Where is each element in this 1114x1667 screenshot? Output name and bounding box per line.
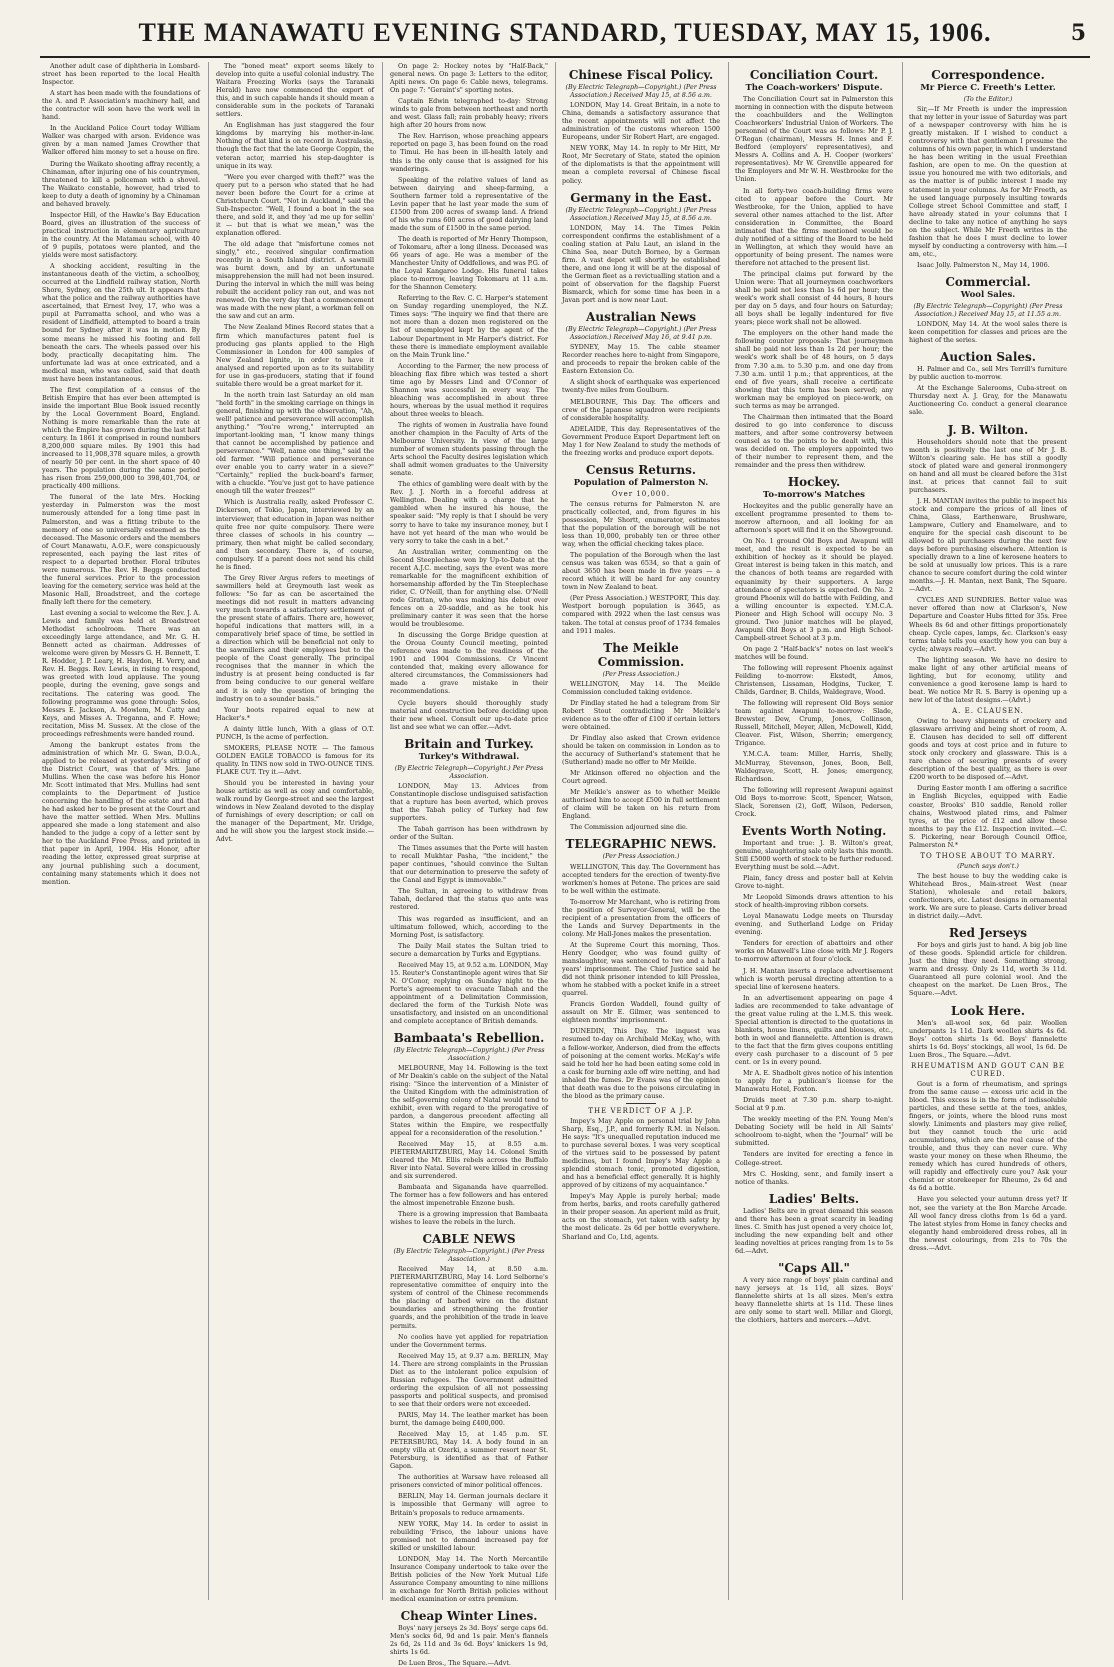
headline-hockey: Hockey. [787,475,841,490]
news-paragraph: The funeral of the late Mrs. Hocking yesterday in Palmerston was the most numerously attended for a long time past in Palmerston, and was a fitting tribute to the memory of one so universally esteemed as the deceased. The Masonic orders and the members of Court Manawatu, A.O.F., were conspicuously represented, each paying the last rites of respect to a departed brother. Floral tributes were numerous. The Rev. H. Beggs conducted the funeral services. Prior to the procession leaving for the cemetery, service was held at the Masonic Hall, Broadstreet, and the cortege finally left there for the cemetery. [42,493,200,606]
dateline-note: (By Electric Telegraph—Copyright.) (Per Press Association.) [393,1247,545,1264]
news-paragraph: H. Palmer and Co., sell Mrs Terrill's furniture by public auction to-morrow. [909,365,1067,382]
dateline-note: (By Electric Telegraph—Copyright.) Per Press Association. [394,763,544,780]
headline-auction-sales: Auction Sales. [940,350,1036,365]
dateline-note: (By Electric Telegraph—Copyright.) (Per Press Association.) Received May 15, at 8.56 a.m. [565,83,717,100]
news-paragraph: The Daily Mail states the Sultan tried to secure a demarcation by Turks and Egyptians. [390,941,548,958]
news-paragraph: Mr Meikle's answer as to whether Meikle authorised him to accept £500 in full settlement of claim will be taken on his return from England. [562,788,720,821]
headline-cable-news: CABLE NEWS [422,1232,516,1247]
news-paragraph: Hockeyites and the public generally have an excellent programme presented to them to-morrow afternoon, and all looking for an afternoon's sport will find it on the Showground. [735,502,893,535]
news-paragraph: Received May 14, at 8.50 a.m. PIETERMARITZBURG, May 14. Lord Selborne's representative committee of enquiry into the system of control of the Chinese recommends the placing of barbed wire on the distant boundaries and strengthening the frontier guards, and the prohibition of the trade in leave permits. [390,1265,548,1330]
advert-paragraph: Men's all-wool sox, 6d pair. Woollen underpants 1s 11d. Dark woollen shirts 4s 6d. Boys' cotton shirts 1s 6d. Boys' flannelette shirts 1s 6d. Boys' stockings, all wool, 1s 6d. De Luen Bros., The Square.—Advt. [909,1018,1067,1059]
news-paragraph: The Grey River Argus refers to meetings of sawmillers held at Greymouth last week as follows: "So far as can be ascertained the meetings did not result in matters advancing very much towards a satisfactory settlement of the present state of affairs. There are, however, hopeful indications that matters will, in a comparatively brief space of time, be settled in a direction which will be beneficial not only to the sawmillers and their employees but to the people of the Coast generally. The principal recognises that the manner in which the industry is at present being conducted is far from being conducive to our general welfare and it is only the question of bringing the industry on to a sounder basis." [216,573,374,703]
news-paragraph: Among the bankrupt estates from the administration of which Mr. G. Swan, D.O.A., applied to be released at yesterday's sitting of the District Court, was that of Mrs. Jane Mullins. When the case was before his Honor Mr. Scott intimated that Mrs. Mullins had sent complaints to the Department of Justice concerning the handling of the estate and that he had asked her to be present at the Court and have the matter settled. When Mrs. Mullins appeared she made a long statement and also handed to the judge a copy of a letter sent by her to the Auckland Free Press, and printed in that paper in April, 1904. His Honor, after reading the letter, expressed great surprise at any journal publishing such a document, containing many statements which it does not mention. [42,740,200,886]
advert-paragraph: De Luen Bros., The Square.—Advt. [398,1659,511,1667]
letter-paragraph: Sir,—If Mr Freeth is under the impression that my letter in your issue of Saturday was part of a newspaper controversy with him he is greatly mistaken. If I wished to conduct a controversy with that gentleman I presume the columns of his own paper, in which I understand he has been writing in the usual Freethian fashion, are open to me. On the question at issue you honoured me with two editorials, and as the matter is of public interest I made my statement in your columns. As for Mr Freeth, as he used language purposely insulting towards College street School Committee and staff, I have already stated in your columns that I decline to take any notice of anything he says on the subject. While Mr Freeth writes in the fashion that he does I must decline to lower myself by conducting a controversy with him.—I am, etc., [909,105,1067,258]
column-1 [42,62,200,1600]
column-rule [555,62,556,1600]
news-paragraph: On No. 1 ground Old Boys and Awapuni will meet, and the result is expected to be an exhibition of hockey as it should be played. Great interest is being taken in this match, and the chances of both teams are regarded with equanimity by their supporters. A large attendance of spectators is expected. On No. 2 ground Phoenix will do battle with Feilding, and a willing encounter is expected. Y.M.C.A. Pioneer and High School will occupy No. 3 ground. Two junior matches will be played, Awapuni Old Boys at 3 p.m. and High School-Campbell-street School at 3 p.m. [735,537,893,642]
news-paragraph: In an advertisement appearing on page 4 ladies are recommended to take advantage of the great value ruling at the L.M.S. this week. Special attention is directed to the quotations in blankets, house linens, quilts and blouses, etc., both in wool and flannelette. Attention is drawn to the fact that the firm gives coupons entitling every cash purchaser to a discount of 5 per cent. or 1s in every pound. [735,993,893,1067]
news-paragraph: The Conciliation Court sat in Palmerston this morning in connection with the dispute between the coachbuilders and the Wellington Coachworkers' Industrial Union of Workers. The personnel of the Court was as follows: Mr P. J. O'Regan (chairman), Messrs H. Innes and F. Bedford (employers' representatives), and Messrs A. Collins and A. H. Cooper (workers' representatives). Mr W. Grenville appeared for the Employers and Mr W. H. Westbrooke for the Union. [735,95,893,184]
news-paragraph: LONDON, May 14. Great Britain, in a note to China, demands a satisfactory assurance that the recent appointments will not affect the administration of the customs whereon 1500 Europeans, under Sir Robert Hart, are engaged. [562,101,720,142]
news-paragraph: A start has been made with the foundations of the A. and P. Association's machinery hall, and the contractor will soon have the work well in hand. [42,89,200,122]
advert-paragraph: A very nice range of boys' plain cardinal and navy jerseys at 1s 11d, all sizes. Boys' flannelette shirts at 1s all sizes. Men's extra heavy flannelette shirts at 1s 11d. These lines are only some to start well. Millar and Giorgi, the clothiers, hatters and mercers.—Advt. [735,1275,893,1325]
news-paragraph: MELBOURNE, May 14. Following is the text of Mr Deakin's cable on the subject of the Natal rising: "Since the intervention of a Minister of the United Kingdom with the administration of the self-governing colony of Natal would tend to exhibit, even with regard to the prerogative of pardon, a dangerous precedent affecting all States within the Empire, we respectfully appeal for a reconsideration of the resolution." [390,1064,548,1137]
headline-jb-wilton: J. B. Wilton. [947,422,1029,437]
headline-meikle-commission: The Meikle Commission. [597,640,685,669]
news-paragraph: Y.M.C.A. team: Miller, Harris, Shelly, McMurray, Stevenson, Jones, Boon, Bell, Waldegrave, Scott, H. Jones; emergency, Richardson. [735,750,893,783]
news-paragraph: Bambaata and Sigananda have quarrelled. The former has a few followers and has entered the almost impenetrable Enzone bush. [390,1182,548,1207]
dateline-note: (By Electric Telegraph—Copyright.) (Per Press Association.) Received May 15, at 8.56 a.m. [565,205,717,222]
news-paragraph: SYDNEY, May 15. The cable steamer Recorder reaches here to-night from Singapore, and proceeds to repair the broken cable of the Eastern Extension Co. [562,343,720,376]
news-paragraph: Loyal Manawatu Lodge meets on Thursday evening, and Sutherland Lodge on Friday evening. [735,912,893,937]
advert-paragraph: Boys' navy jerseys 2s 3d. Boys' serge caps 6d. Men's socks 6d, 9d and 1s pair. Men's flannels 2s 6d, 2s 11d and 3s 6d. Boys' knickers 1s 9d, shirts 1s 6d. [390,1624,548,1657]
letter-signature: Isaac Jolly. Palmerston N., May 14, 1906. [917,260,1050,269]
column-3 [390,62,549,1667]
news-paragraph: Received May 15, at 9.52 a.m. LONDON, May 15. Reuter's Constantinople agent wires that Sir N. O'Conor, replying on Sunday night to the Porte's agreement to evacuate Tabah and the appointment of a Delimitation Commission, declared the form of the Turkish Note was unsatisfactory, and insisted on an unconditional and complete acceptance of British demands. [390,960,548,1026]
column-4 [562,62,720,1600]
news-paragraph: The authorities at Warsaw have released all prisoners convicted of minor political offences. [390,1473,548,1490]
news-paragraph: On page 2 "Half-back's" notes on last week's matches will be found. [735,644,893,661]
column-2 [216,62,374,1600]
news-paragraph: The weekly meeting of the P.N. Young Men's Debating Society will be held in All Saints' schoolroom to-night, when the "Journal" will be submitted. [735,1115,893,1148]
news-paragraph: Another adult case of diphtheria in Lombard-street has been reported to the local Health Inspector. [42,62,200,87]
news-paragraph: In discussing the Gorge Bridge question at the Oroua County Council meeting, pointed reference was made to the readiness of the 1901 and 1904 Commissions. Cr Vincent contended that, making every allowance for altered circumstances, the Commissioners had made a grave mistake in their recommendations. [390,631,548,696]
subheadline: Population of Palmerston N. [573,477,709,488]
news-paragraph: In the Auckland Police Court today William Walker was charged with arson. Evidence was given by a man named James Crowther that Walker offered him money to set a house on fire. [42,124,200,157]
headline-bambaata: Bambaata's Rebellion. [393,1031,545,1046]
column-5 [735,62,893,1600]
news-paragraph: A shocking accident, resulting in the instantaneous death of the victim, a schoolboy, occurred at the Lindfield railway station, North Shore, Sydney, on the 25th ult. It appears that what the police and the railway authorities have ascertained, that Ernest Ivey, 17, who was a pupil at Parramatta school, and who was a resident of Lindfield, attempted to board a train bound for Sydney after it was in motion. By some means he missed his footing and fell beneath the cars. The wheels passed over his body, practically decapitating him. The unfortunate lad was at once extricated, and a medical man, who was called, said that death must have been instantaneous. [42,262,200,383]
news-paragraph: The ethics of gambling were dealt with by the Rev. J. J. North in a forceful address at Wellington. Dealing with a charge that he gambled when he insured his house, the speaker said: "My reply is that I should be very sorry to have to take my insurance money, but I have not yet heard of the man who would be very sorry to take the cash in a bet." [390,480,548,545]
advert-paragraph: Impey's May Apple on personal trial by John Sharp, Esq., J.P., and formerly R.M. in Nelson. He says: "It's unequalled reputation induced me to purchase several boxes. I was very sceptical of the virtues said to be possessed by patent medicines, but I found Impey's May Apple a splendid stomach tonic, promoted digestion, and has a beneficial effect generally. It is highly approved of by citizens of my acquaintance." [562,1116,720,1190]
column-rule [208,62,209,1600]
caption: Over 10,000. [611,489,671,498]
headline-australian-news: Australian News [586,310,696,325]
headline-commercial: Commercial. [945,274,1031,289]
headline-rheumatism: RHEUMATISM AND GOUT CAN BE CURED. [910,1061,1065,1078]
news-paragraph: "Were you ever charged with theft?" was the query put to a person who stated that he had never been before the Court for a crime at Christchurch Court. "Not in Auckland," said the Sub-Inspector. "Well, I found a boat in the sea there, and sold it, and they 'ad me up for sellin' it — but that is what we mean," was the explanation offered. [216,172,374,237]
news-paragraph: The following will represent Old Boys senior team against Awapuni to-morrow: Slade, Brewster, Dew, Crump, Jones, Collinson, Russell, Mitchell, Meyer, Allen, McDowell, Kidd, Cleaver. Fist, Wilson, Sherrin; emergency, Trigance. [735,699,893,748]
advert-paragraph: During Easter month I am offering a sacrifice in English Bicycles, equipped with Eadie coaster, Brooks' B10 saddle, Renold roller chains, Westwood plated rims, and Palmer tyres, at the price of £12 and allow these months to pay the £12. Inspection invited.—C. S. Pickering, near Borough Council Office, Palmerston N.* [909,784,1067,849]
masthead-title: THE MANAWATU EVENING STANDARD, TUESDAY, MAY 15, 1906. [138,18,992,47]
news-paragraph: ADELAIDE, This day. Representatives of the Government Produce Export Department left on May 1 for New Zealand to study the methods of the freezing works and produce export depots. [562,424,720,457]
headline-telegraphic-news: TELEGRAPHIC NEWS. [565,837,717,852]
divider [626,1103,656,1104]
news-paragraph: The rights of women in Australia have found another champion in the Faculty of Arts of the Melbourne University. In view of the large number of women students passing through the Arts school the Faculty desires legislation which shall admit women graduates to the University senate. [390,420,548,478]
headline-verdict: THE VERDICT OF A J.P. [588,1106,694,1115]
advert-paragraph: Your boots repaired equal to new at Hacker's.* [216,705,374,722]
news-paragraph: PARIS, May 14. The leather market has been burnt, the damage being £400,000. [390,1410,548,1428]
advert-paragraph: Householders should note that the present month is positively the last one of Mr J. B. Wilton's clearing sale. He has still a goodly stock of plated ware and general ironmongery on hand and all must be cleared before the 31st inst. at prices that cannot fail to suit purchasers. [909,437,1067,494]
news-paragraph: The employers on the other hand made the following counter proposals: That journeymen shall be paid not less than 1s 2d per hour; the week's work shall be of 48 hours, on 5 days from 7.30 a.m. to 5.30 p.m. and one day from 7.30 a.m. until 1 p.m.; that apprentices, at the end of five years, shall receive a certificate showing that this term has been served; any workman may be employed on piece-work, on such terms as may be arranged. [735,329,893,410]
advert-paragraph: Should you be interested in having your house artistic as well as cosy and comfortable, walk round by George-street and see the largest windows in New Zealand devoted to the display of furnishings of every description; or call on the manager of the Department, Mr. Uridge, and he will show you the largest stock inside.—Advt. [216,778,374,844]
advert-paragraph: Ladies' Belts are in great demand this season and there has been a great scarcity in leading lines. C. Smith has just opened a very choice lot, including the new expanding belt and other leading novelties at prices ranging from 1s to 5s 6d.—Advt. [735,1206,893,1255]
news-paragraph: In the north train last Saturday an old man "held forth" in the smoking carriage on things in general, finishing up with the observation, "Ah, well! patience and perseverance will accomplish anything." "You're wrong," interrupted an important-looking man, "I know many things that cannot be accomplished by patience and perseverance." "Well, name one thing," said the old farmer. "Will patience and perseverance ever enable you to carry water in a sieve?" "Certainly," replied the buck-board's farmer, with a chuckle. "You've just got to have patience enough till the water freezes!" [216,390,374,496]
news-paragraph: To-morrow Mr Marchant, who is retiring from the position of Surveyor-General, will be the recipient of a presentation from the officers of the Lands and Survey Departments in the colony. Mr Hall-Jones makes the presentation. [562,897,720,938]
subheadline: Wool Sales. [960,289,1016,300]
news-paragraph: Druids meet at 7.30 p.m. sharp to-night. Social at 9 p.m. [735,1096,893,1113]
news-paragraph: At the Supreme Court this morning, Thos. Henry Goodger, who was found guilty of manslaughter, was sentenced to two and a half years' imprisonment. The Chief Justice said he did not think prisoner intended to kill Presslea, whom he stabbed with a pocket knife in a street quarrel. [562,940,720,998]
news-paragraph: Important and true: J. B. Wilton's great, genuine, slaughtering sale only lasts this month. Still £5000 worth of stock to be further reduced. Everything must be sold.—Advt. [735,838,893,871]
advert-paragraph: The lighting season. We have no desire to make light of any other artificial means of lighting, but for economy, utility and convenience a good kerosene lamp is hard to beat. We notice Mr R. S. Barry is opening up a new lot of the latest designs.—(Advt.) [909,655,1067,704]
news-paragraph: J. H. Mantan inserts a replace advertisement which is worth perusal directing attention to a special line of kerosene heaters. [735,966,893,991]
news-paragraph: The principal claims put forward by the Union were: That all journeymen coachworkers shall be paid not less than 1s 6d per hour; the week's work shall consist of 44 hours, 8 hours per day on 5 days, and four hours on Saturday; all boys shall be legally indentured for five years; piece work shall not be allowed. [735,269,893,327]
column-rule [728,62,729,1600]
advert-paragraph: For boys and girls just to hand. A big job line of these goods. Splendid article for children. Just the thing they need. Something strong, warm and dressy. Only 2s 11d, worth 3s 11d. Guaranteed all pure colonial wool. And the cheapest on the market. De Luen Bros., The Square.—Advt. [909,941,1067,998]
news-paragraph: MELBOURNE, This Day. The officers and crew of the Japanese squadron were recipients of considerable hospitality. [562,397,720,422]
news-paragraph: Received May 15, at 1.45 p.m. ST. PETERSBURG, May 14. A body found in an empty villa at Ozerki, a summer resort near St. Petersburg, is identified as that of Father Gapon. [390,1430,548,1471]
advert-paragraph: Gout is a form of rheumatism, and springs from the same cause — excess uric acid in the blood. This excess is in the form of indissoluble particles, and these settle at the toes, ankles, fingers, or joints, where the blood runs most slowly. Liniments and plasters may give relief, but they cannot touch the uric acid accumulations, which are the real cause of the trouble, and thus they can never cure. Why waste your money on these when Rheumo, the remedy which has cured hundreds of others, will rapidly and effectively cure you? Ask your chemist or storekeeper for Rheumo, 2s 6d and 4s 6d a bottle. [909,1079,1067,1193]
advert-paragraph: J. H. MANTAN invites the public to inspect his stock and compare the prices of all lines of China, Glass, Earthenware, Brushware, Lampware, Cutlery and Enamelware, and to enquire for the special cash discount to be allowed to all purchasers during the next few days before purchasing elsewhere. Attention is specially drawn to a line of kerosene heaters to be sold at unusually low prices. This is a rare chance to secure comfort during the cold winter months.—J. H. Mantan, next Bank, The Square.—Advt. [909,496,1068,594]
news-paragraph: Plain, fancy dress and poster ball at Kelvin Grove to-night. [735,874,893,891]
news-paragraph: The following will represent Awapuni against Old Boys to-morrow: Scott, Spencer, Watson, Slack, Sorensen (2), Goff, Wilson, Pedersen, Crock. [735,785,893,818]
news-paragraph: BERLIN, May 14. German journals declare it is impossible that Germany will agree to Britain's proposals to reduce armaments. [390,1492,548,1517]
advert-paragraph: Have you selected your autumn dress yet? If not, see the variety at the Bon Marche Arcade. All wool fancy dress cloths from 1s 6d a yard. The latest styles from Home in fancy checks and elegantly hand embroidered dress robes, all in the newest colourings, from 21s to 70s the dress.—Advt. [909,1195,1067,1252]
news-paragraph: Last evening a social to welcome the Rev. J. A. Lewis and family was held at Broadstreet Methodist schoolroom. There was an exceedingly large attendance, and Mr. G. H. Bennett acted as chairman. Addresses of welcome were given by Messrs G. H. Bennett, T. R. Hodder, J. P. Leary, H. Haydon, H. Verry, and Rev. H. Beggs. Rev. Lewis, in rising to respond, was greeted with loud applause. The young people, during the evening, gave songs and recitations. The catering was good. The following programme was gone through: Solos, Messrs E. Jackson, A. Mowlem, M. Catty and Keys, and Misses A. Treganna, and F. Howe; recitation, Miss M. Sussex. At the close of the proceedings refreshments were handed round. [42,609,200,738]
headline-clausen: A. E. CLAUSEN. [952,707,1024,715]
news-paragraph: During the Waikato shooting affray recently, a Chinaman, after injuring one of his countrymen, threatened to kill a policeman with a shovel. The Waikato constable, however, had tried to keep to duty a death of ignominy by a Chinaman and behaved bravely. [42,159,200,208]
news-paragraph: Mr Leopold Simonds draws attention to his stock of health-improving ribbon corsets. [735,893,893,910]
subheadline: The Coach-workers' Dispute. [745,83,883,93]
column-rule [382,62,383,1600]
news-paragraph: The following will represent Phoenix against Feilding to-morrow: Ekstedt, Amos, Christensen, Lissaman, Hodgins, Tucker, T. Childs, Gardner, B. Childs, Waldegrave, Wood. [735,664,893,697]
news-paragraph: LONDON, May 14. At the wool sales there is keen competition for classes and prices are the highest of the series. [909,320,1067,345]
news-paragraph: The Chairman then intimated that the Board desired to go into conference to discuss matters, and after some controversy between counsel as to the points to be dealt with, this was decided on. The employers appointed two of their number to represent them, and the remainder and the press then withdrew. [735,412,893,470]
news-paragraph: The population of the Borough when the last census was taken was 6534, so that a gain of about 3650 has been made in five years — a record which it will be hard for any country town in New Zealand to beat. [562,551,720,592]
news-paragraph: The Tabah garrison has been withdrawn by order of the Sultan. [390,825,548,842]
column-rule [902,62,903,1600]
page-number: 5 [1070,20,1086,46]
news-paragraph: A slight shock of earthquake was experienced twenty-five miles from Goulburn. [562,378,720,395]
news-paragraph: According to the Farmer, the new process of bleaching flax fibre which was tested a short time ago by Messrs Lind and O'Connor of Shannon was successful in every way. The bleaching was accomplished in about three hours, whereas by the usual method it requires about three weeks to bleach. [390,361,548,418]
headline-caps-all: "Caps All." [778,1260,850,1275]
news-paragraph: LONDON, May 13. Advices from Constantinople disclose undisguised satisfaction that a rupture has been averted, which proves that the Tabah policy of Turkey had few supporters. [390,781,548,822]
news-paragraph: Received May 15, at 8.55 a.m. PIETERMARITZBURG, May 14. Colonel Smith cleared the Mt. Ellis rebels across the Buffalo River into Natal. Several were killed in crossing and six surrendered. [390,1139,548,1180]
advert-paragraph: The best house to buy the wedding cake is Whitehead Bros., Main-street West (near Station), wholesale and retail bakers, confectioners, etc. Latest designs in ornamental work. We are sure to please. Carts deliver bread in district daily.—Advt. [909,871,1067,921]
advert-paragraph: A dainty little lunch, With a glass of O.T. PUNCH, Is the acme of perfection. [216,724,374,741]
headline-germany-east: Germany in the East. [570,190,712,205]
news-paragraph: The Times assumes that the Porte will hasten to recall Mukhtar Pasha, "the incident," the paper continues, "should convince the Sultan that our determination to preserve the safety of the Canal and Egypt is immovable." [390,844,548,885]
headline-events-worth-noting: Events Worth Noting. [741,823,887,838]
news-paragraph: Dr Findlay also asked that Crown evidence should be taken on commission in London as to the accuracy of Sutherland's statement that he (Sutherland) made no offer to Mr Meikle. [562,733,720,767]
news-paragraph: The death is reported of Mr Henry Thompson, of Tokomaru, after a long illness. Deceased was 66 years of age. He was a member of the Manchester Unity of Oddfellows, and was P.G. of the Loyal Kangaroo Lodge. His funeral takes place to-morrow, leaving Tokomaru at 11 a.m. for the Shannon Cemetery. [390,234,548,292]
news-paragraph: This was regarded as insufficient, and an ultimatum followed, which, according to the Morning Post, is satisfactory. [390,914,548,939]
dateline-note: (Per Press Association.) [602,852,680,861]
news-paragraph: The Commission adjourned sine die. [570,823,688,832]
news-paragraph: Inspector Hill, of the Hawke's Bay Education Board, gives an illustration of the success of practical instruction in elementary agriculture in the country. At the Matamau school, with 40 of 9 pupils, potatoes were planted, and the yields were most satisfactory. [42,210,200,260]
news-paragraph: WELLINGTON, May 14. The Meikle Commission concluded taking evidence. [562,679,720,696]
news-paragraph: No coolies have yet applied for repatriation under the Government terms. [390,1332,548,1349]
news-paragraph: DUNEDIN, This Day. The inquest was resumed to-day on Archibald McKay, who, with a fellow-worker, Anderson, died from the effects of poisoning at the cement works. McKay's wife said he told her he had been eating some cold in a cask for burning axle off wire netting, and had inhaled the fumes. Dr Evans was of the opinion that death was due to the poisons circulating in the blood as the primary cause. [562,1027,720,1100]
headline-about-to-marry: TO THOSE ABOUT TO MARRY. [920,851,1056,860]
news-paragraph: Mr Atkinson offered no objection and the Court agreed. [562,769,720,786]
news-paragraph: Dr Findlay stated he had a telegram from Sir Robert Stout contradicting Mr Meikle's evidence as to the offer of £100 if certain letters were obtained. [562,698,720,731]
news-paragraph: The old adage that "misfortune comes not singly," etc., received singular confirmation recently in a South Island district. A sawmill was burnt down, and by an unfortunate misapprehension the mill had not been insured. During the interval in which the mill was being rebuilt the accident policy ran out, and was not renewed. On the very day that a commencement was made with the new plant, a workman fell on the saw and cut an arm. [216,239,374,321]
dateline-note: (By Electric Telegraph—Copyright.) (Per Press Association.) Received May 16, at 9.41 p.m. [565,325,717,342]
news-paragraph: The first compilation of a census of the British Empire that has ever been attempted is inside the important Blue Book issued recently by the Local Government Board, England. Nothing is more remarkable than the rate at which the Empire has grown during the last half century. In 1861 it comprised in round numbers 8,200,000 square miles. By 1901 this had increased to 11,908,378 square miles, a growth of nearly 50 per cent. in the short space of 40 years. The population during the same period has risen from 259,000,000 to 398,401,704, or practically 400 millions. [42,385,200,491]
dateline-note: (To the Editor.) [963,95,1013,103]
subheadline: Mr Pierce C. Freeth's Letter. [920,83,1056,93]
news-paragraph: Mr A. E. Shadbolt gives notice of his intention to apply for a publican's license for the Manawatu Hotel, Foxton. [735,1069,893,1094]
news-paragraph: In all forty-two coach-building firms were cited to appear before the Court. Mr Westbrooke, for the Union, applied to have several other names attached to the list. After consideration in Committee, the Board intimated that the firms mentioned would be duly notified of a sitting of the Board to be held in Wellington, at which they would have an opportunity of being present. The names were therefore not attached to the present list. [735,186,893,267]
news-paragraph: WELLINGTON, This day. The Government has accepted tenders for the erection of twenty-five workmen's homes at Petone. The prices are said to be well within the estimate. [562,862,720,895]
news-paragraph: An Australian writer, commenting on the Second Steeplechase won by Up-to-Date at the recent A.J.C. meeting, says the event was more remarkable for the magnificent exhibition of horsemanship afforded by the Tin Steeplechase rider, C. O'Neill, than for anything else. O'Neill rode Grattan, who was making his debut over fences on a 20-saddle, and as he took his preliminary canter it was seen that the horse would be troublesome. [390,547,548,629]
news-paragraph: (Per Press Association.) WESTPORT, This day. Westport borough population is 3645, as compared with 2922 when the last census was taken. The total at census proof of 1734 females and 1911 males. [562,594,720,635]
column-6 [909,62,1067,1600]
news-paragraph: Mrs C. Hosking, senr., and family insert a notice of thanks. [735,1169,893,1186]
news-paragraph: Referring to the Rev. C. C. Harper's statement on Sunday regarding unemployed, the N.Z. Times says: "The inquiry we find that there are not more than a dozen men registered on the list of unemployed kept by the agent of the Labour Department in Mr Harper's district. For these there is immediate employment available on the Main Trunk line." [390,294,549,359]
news-paragraph: On page 2: Hockey notes by "Half-Back," general news. On page 3: Letters to the editor, Apiti news. On page 6: Cable news, telegrams. On page 7: "Geraint's" sporting notes. [390,62,548,95]
headline-census-returns: Census Returns. [585,462,697,477]
news-paragraph: NEW YORK, May 14. In order to assist in rebuilding 'Frisco, the labour unions have promised not to demand increased pay for skilled or unskilled labour. [390,1519,548,1552]
news-paragraph: LONDON, May 14. The North Mercantile Insurance Company undertook to take over the British policies of the New York Mutual Life Assurance Company amounting to nine millions in exchange for North British policies without medical examination or extra premium. [390,1554,548,1603]
news-paragraph: Tenders for erection of abattoirs and other works on Maxwell's Line close with Mr J. Rogers to-morrow afternoon at four o'clock. [735,939,893,964]
dateline-note: (By Electric Telegraph—Copyright) (Per Press Association.) Received May 15, at 11.55 a.m. [913,301,1063,319]
news-paragraph: There is a growing impression that Bambaata wishes to leave the rebels in the lurch. [390,1210,548,1227]
headline-look-here: Look Here. [950,1003,1026,1018]
news-paragraph: The Sultan, in agreeing to withdraw from Tabah, declared that the status quo ante was restored. [390,887,548,912]
headline-conciliation-court: Conciliation Court. [749,68,879,82]
advert-paragraph: CYCLES AND SUNDRIES. Better value was never offered than now at Clarkson's, New Departure and Coaster Hubs fitted for 35s. Free Wheels 8s 6d and other fittings proportionately cheap. Cycle capes, lamps, &c. Clarkson's easy terms table tells you exactly how you can buy a cycle; always ready.—Advt. [909,596,1067,653]
subheadline: To-morrow's Matches [763,490,865,501]
news-paragraph: The Rev. Harrison, whose preaching appears reported on page 3, has been found on the road to Timui. He has been in ill-health lately and this is the only cause that is assigned for his wanderings. [390,132,548,173]
advert-paragraph: SMOKERS, PLEASE NOTE — The famous GOLDEN EAGLE TOBACCO is famous for its quality. In TINS now sold in TWO-OUNCE TINS. FLAKE CUT. Try it.—Advt. [216,743,374,776]
dateline-note: (Per Press Association.) [602,669,680,678]
advert-paragraph: Owing to heavy shipments of crockery and glassware arriving and being short of room, A. E. Clausen has decided to sell off different goods and toys at cost price and in future to stock only crockery and glassware. This is a rare chance of securing presents of every description of the best quality, as there is over £200 worth to be disposed of.—Advt. [909,717,1067,782]
news-paragraph: Received May 15, at 9.37 a.m. BERLIN, May 14. There are strong complaints in the Prussian Diet as to the intolerant police expulsion of Russian refugees. The Government admitted ordering the expulsion of all not possessing passports and political suspects, and promised to see that their orders were not exceeded. [390,1351,548,1408]
masthead [40,12,1090,58]
news-paragraph: An Englishman has just staggered the four kingdoms by marrying his mother-in-law. Nothing of that kind is on record in Australasia, though the fact that the late George Coppin, the veteran actor, married his step-daughter is unique in its way. [216,121,374,170]
news-paragraph: Tenders are invited for erecting a fence in College-street. [735,1150,893,1167]
news-paragraph: The "boned meat" export seems likely to develop into quite a useful colonial industry. The Waitara Freezing Works (says the Taranaki Herald) have now commenced the export of this, and in such capable hands it should mean a considerable sum in the pockets of Taranaki settlers. [216,62,374,119]
headline-red-jerseys: Red Jerseys [949,926,1027,941]
headline-ladies-belts: Ladies' Belts. [768,1191,860,1206]
news-paragraph: LONDON, May 14. The Times Pekin correspondent confirms the establishment of a coaling station at Palu Laut, an island in the China Sea, near Dutch Borneo, by a German firm. A vast depot will shortly be established there, and one long it will be at the disposal of the German fleet as a revictualling station and a point of observation for the flagship Fuerst Bismarck, which for some time has been in a Javan port and is now near Laut. [562,223,720,305]
news-paragraph: Which is Australia really, asked Professor C. Dickerson, of Tokio, Japan, interviewed by an interviewer, that education in Japan was neither quite free nor quite compulsory. There were three classes of schools in his country — primary, then what might be called secondary, and then secondary. There is, of course, compulsory. If a parent does not send his child he is fined. [216,498,374,571]
dateline-note: (By Electric Telegraph—Copyright.) (Per Press Association.) [393,1046,545,1063]
headline-britain-turkey: Britain and Turkey. [404,736,534,751]
advert-paragraph: Impey's May Apple is purely herbal; made from herbs, barks, and roots carefully gathered in their proper season. An aperient mild as fruit, acts on the stomach, yet taken with safety by the most delicate. 2s 6d per bottle everywhere. Sharland and Co, Ltd, agents. [562,1192,720,1241]
news-paragraph: NEW YORK, May 14. In reply to Mr Hitt, Mr Root, Mr Secretary of State, stated the opinion of the diplomatists is that the appointment will mean a complete reversal of Chinese fiscal policy. [562,144,720,185]
headline-cheap-winter-lines: Cheap Winter Lines. [400,1609,538,1624]
dateline-note: (Punch says don't.) [957,861,1019,870]
subheadline: Turkey's Withdrawal. [418,751,520,762]
news-paragraph: At the Exchange Salerooms, Cuba-street on Thursday next A. J. Gray, for the Manawatu Auctioneering Co. conduct a general clearance sale. [909,384,1067,417]
headline-correspondence: Correspondence. [931,68,1045,82]
news-paragraph: Francis Gordon Waddell, found guilty of assault on Mr E. Gilmer, was sentenced to eighteen months' imprisonment. [562,1000,720,1025]
news-paragraph: The New Zealand Mines Record states that a firm which manufactures patent fuel is producing gas plants applied to the High Commissioner in London for 400 samples of New Zealand lignite, in order to have it analysed and reported upon as to its suitability for use in gas-producers, stating that if found suitable there would be a great market for it. [216,323,374,388]
news-paragraph: Captain Edwin telegraphed to-day: Strong winds to gale from between northeast and north and west. Glass fall; rain probably heavy; rivers high after 20 hours from now. [390,97,548,130]
news-paragraph: The census returns for Palmerston N. are practically collected, and, from figures in his possession, Mr Shortt, enumerator, estimates that the population of the borough will be not less than 10,000, probably ten or three other way, when the official checking takes place. [562,499,720,549]
news-paragraph: Speaking of the relative values of land as between dairying and sheep-farming, a Southern farmer told a representative of the Levin paper that he last year made the sum of £1500 from 200 acres of swamp land. A friend of his who runs 600 acres of good dairying land made the sum of £1500 in the same period. [390,175,548,232]
advert-paragraph: Cycle buyers should thoroughly study material and construction before deciding upon their new wheel. Consult our up-to-date price list and see what we can offer.—Advt. [390,698,548,731]
headline-chinese-fiscal: Chinese Fiscal Policy. [568,68,714,82]
